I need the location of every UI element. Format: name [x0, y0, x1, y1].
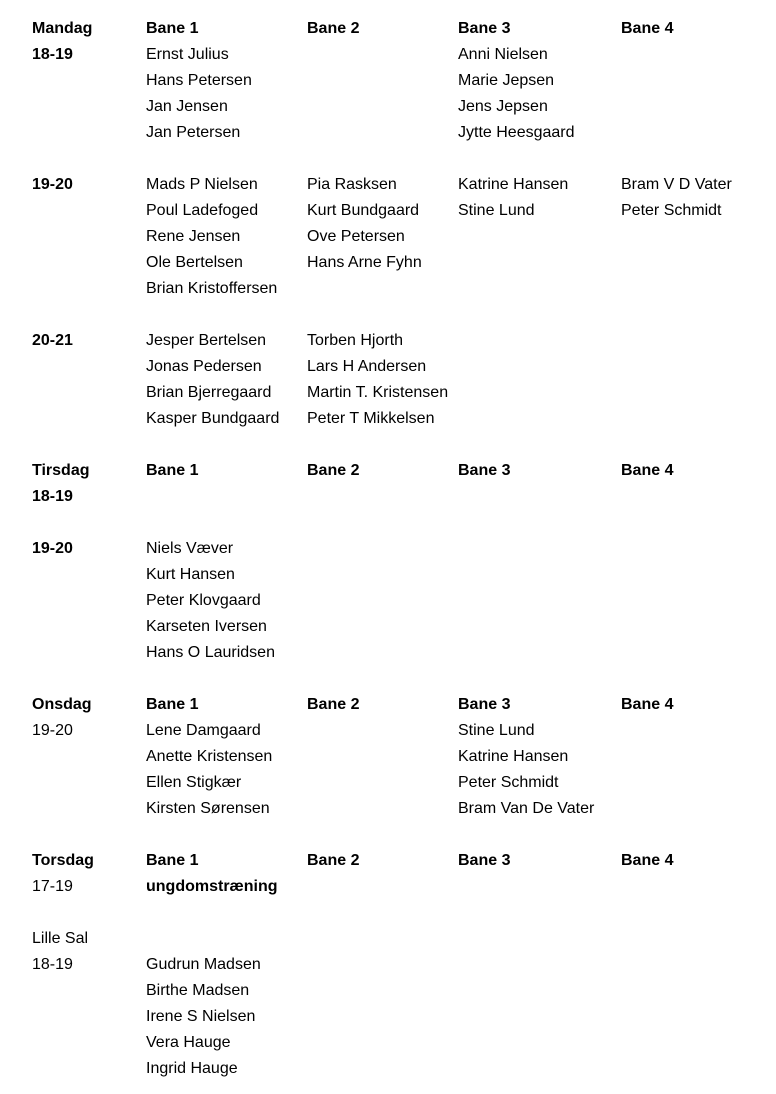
bane-1-cell: Anette Kristensen	[146, 748, 273, 765]
schedule-line	[0, 667, 776, 693]
schedule-line	[0, 199, 776, 225]
day-time-cell: Tirsdag	[32, 462, 90, 479]
schedule-line	[0, 225, 776, 251]
day-time-cell: 18-19	[32, 956, 73, 973]
schedule-line	[0, 563, 776, 589]
bane-1-cell: Jan Petersen	[146, 124, 241, 141]
bane-1-cell: Bane 1	[146, 852, 199, 869]
bane-4-cell: Bane 4	[621, 852, 674, 869]
bane-3-cell: Jytte Heesgaard	[458, 124, 575, 141]
bane-3-cell: Peter Schmidt	[458, 774, 559, 791]
day-time-cell: Onsdag	[32, 696, 92, 713]
schedule-line	[0, 121, 776, 147]
schedule-line	[0, 303, 776, 329]
bane-1-cell: Brian Bjerregaard	[146, 384, 272, 401]
bane-3-cell: Bram Van De Vater	[458, 800, 595, 817]
bane-4-cell: Peter Schmidt	[621, 202, 722, 219]
bane-3-cell: Stine Lund	[458, 202, 535, 219]
bane-1-cell: ungdomstræning	[146, 878, 278, 895]
schedule-line	[0, 17, 776, 43]
bane-4-cell: Bane 4	[621, 696, 674, 713]
bane-1-cell: Ole Bertelsen	[146, 254, 243, 271]
bane-2-cell: Bane 2	[307, 696, 360, 713]
schedule-line	[0, 979, 776, 1005]
bane-1-cell: Ernst Julius	[146, 46, 229, 63]
schedule-line	[0, 953, 776, 979]
schedule-document	[0, 17, 776, 1083]
schedule-line	[0, 589, 776, 615]
bane-3-cell: Anni Nielsen	[458, 46, 548, 63]
schedule-line	[0, 719, 776, 745]
bane-2-cell: Pia Rasksen	[307, 176, 397, 193]
day-time-cell: 18-19	[32, 46, 73, 63]
bane-1-cell: Rene Jensen	[146, 228, 241, 245]
schedule-line	[0, 927, 776, 953]
bane-2-cell: Ove Petersen	[307, 228, 405, 245]
schedule-line	[0, 433, 776, 459]
bane-1-cell: Jesper Bertelsen	[146, 332, 267, 349]
schedule-line	[0, 745, 776, 771]
bane-1-cell: Hans Petersen	[146, 72, 252, 89]
day-time-cell: 20-21	[32, 332, 73, 349]
bane-1-cell: Bane 1	[146, 20, 199, 37]
schedule-line	[0, 147, 776, 173]
schedule-line	[0, 485, 776, 511]
bane-2-cell: Bane 2	[307, 20, 360, 37]
schedule-line	[0, 69, 776, 95]
bane-1-cell: Jan Jensen	[146, 98, 228, 115]
schedule-line	[0, 355, 776, 381]
bane-1-cell: Jonas Pedersen	[146, 358, 262, 375]
schedule-line	[0, 1057, 776, 1083]
bane-3-cell: Katrine Hansen	[458, 748, 569, 765]
bane-4-cell: Bane 4	[621, 20, 674, 37]
bane-1-cell: Birthe Madsen	[146, 982, 250, 999]
schedule-line	[0, 537, 776, 563]
bane-1-cell: Bane 1	[146, 696, 199, 713]
bane-2-cell: Peter T Mikkelsen	[307, 410, 435, 427]
schedule-line	[0, 641, 776, 667]
bane-1-cell: Gudrun Madsen	[146, 956, 261, 973]
bane-1-cell: Brian Kristoffersen	[146, 280, 278, 297]
schedule-line	[0, 381, 776, 407]
bane-3-cell: Marie Jepsen	[458, 72, 555, 89]
bane-3-cell: Bane 3	[458, 462, 511, 479]
schedule-line	[0, 95, 776, 121]
schedule-line	[0, 901, 776, 927]
schedule-line	[0, 849, 776, 875]
bane-4-cell: Bane 4	[621, 462, 674, 479]
bane-1-cell: Niels Væver	[146, 540, 234, 557]
bane-1-cell: Poul Ladefoged	[146, 202, 259, 219]
bane-1-cell: Peter Klovgaard	[146, 592, 261, 609]
bane-2-cell: Torben Hjorth	[307, 332, 404, 349]
bane-1-cell: Mads P Nielsen	[146, 176, 258, 193]
day-time-cell: 19-20	[32, 540, 73, 557]
bane-1-cell: Ingrid Hauge	[146, 1060, 238, 1077]
schedule-line	[0, 771, 776, 797]
schedule-line	[0, 693, 776, 719]
bane-2-cell: Bane 2	[307, 462, 360, 479]
day-time-cell: 19-20	[32, 176, 73, 193]
bane-1-cell: Bane 1	[146, 462, 199, 479]
bane-1-cell: Karseten Iversen	[146, 618, 267, 635]
schedule-line	[0, 511, 776, 537]
bane-3-cell: Katrine Hansen	[458, 176, 569, 193]
bane-2-cell: Bane 2	[307, 852, 360, 869]
bane-3-cell: Stine Lund	[458, 722, 535, 739]
bane-1-cell: Irene S Nielsen	[146, 1008, 256, 1025]
schedule-line	[0, 1031, 776, 1057]
bane-2-cell: Kurt Bundgaard	[307, 202, 420, 219]
bane-2-cell: Martin T. Kristensen	[307, 384, 449, 401]
bane-1-cell: Kurt Hansen	[146, 566, 235, 583]
schedule-line	[0, 407, 776, 433]
bane-1-cell: Vera Hauge	[146, 1034, 231, 1051]
bane-3-cell: Jens Jepsen	[458, 98, 548, 115]
schedule-line	[0, 251, 776, 277]
schedule-line	[0, 615, 776, 641]
bane-4-cell: Bram V D Vater	[621, 176, 732, 193]
bane-1-cell: Kirsten Sørensen	[146, 800, 270, 817]
schedule-line	[0, 797, 776, 823]
schedule-line	[0, 277, 776, 303]
schedule-line	[0, 875, 776, 901]
day-time-cell: 18-19	[32, 488, 73, 505]
bane-1-cell: Ellen Stigkær	[146, 774, 242, 791]
schedule-line	[0, 173, 776, 199]
bane-3-cell: Bane 3	[458, 696, 511, 713]
day-time-cell: Mandag	[32, 20, 93, 37]
bane-1-cell: Lene Damgaard	[146, 722, 261, 739]
day-time-cell: 17-19	[32, 878, 73, 895]
schedule-line	[0, 329, 776, 355]
bane-3-cell: Bane 3	[458, 852, 511, 869]
day-time-cell: Lille Sal	[32, 930, 89, 947]
day-time-cell: Torsdag	[32, 852, 94, 869]
bane-2-cell: Hans Arne Fyhn	[307, 254, 422, 271]
day-time-cell: 19-20	[32, 722, 73, 739]
schedule-line	[0, 459, 776, 485]
schedule-line	[0, 1005, 776, 1031]
bane-1-cell: Kasper Bundgaard	[146, 410, 280, 427]
schedule-line	[0, 823, 776, 849]
bane-1-cell: Hans O Lauridsen	[146, 644, 275, 661]
schedule-line	[0, 43, 776, 69]
bane-2-cell: Lars H Andersen	[307, 358, 427, 375]
bane-3-cell: Bane 3	[458, 20, 511, 37]
